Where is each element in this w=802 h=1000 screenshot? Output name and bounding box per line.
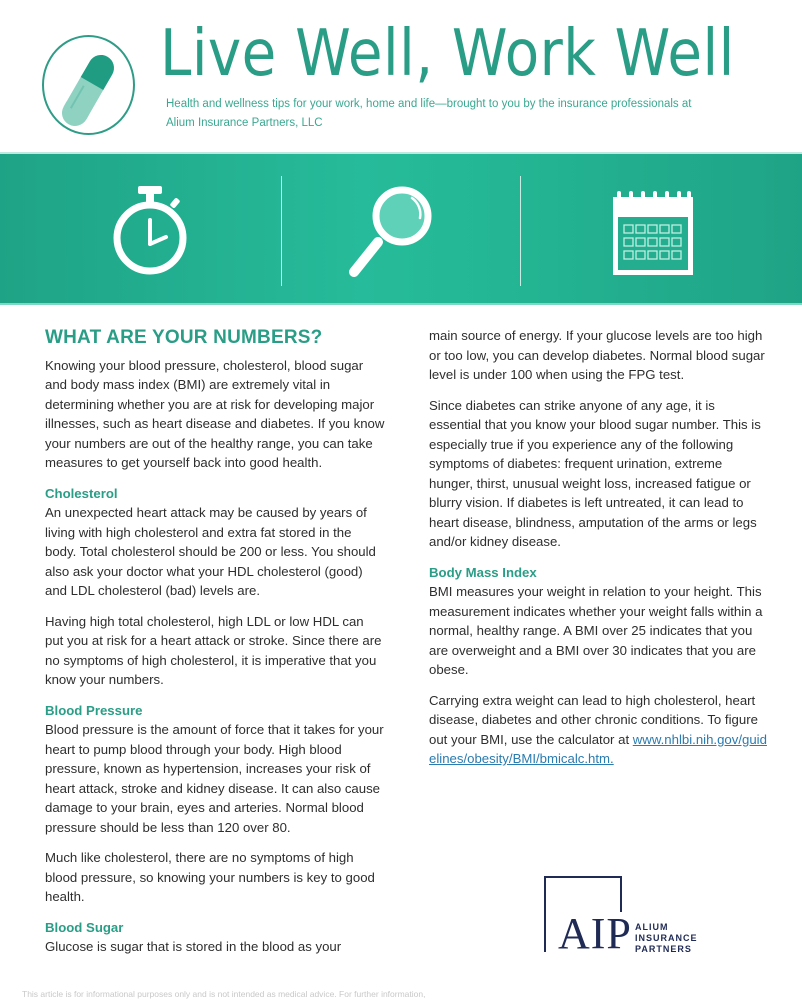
cholesterol-paragraph-1: An unexpected heart attack may be caused by years of living with high cholesterol and extra fat stored in the body. Total cholesterol should be 200 or less. You should also ask your doctor what your HDL cholesterol (good) and LDL cholesterol (bad) levels are.	[45, 505, 376, 598]
subtitle-line-1: Health and wellness tips for your work, home and life—brought to you by the insurance professionals at	[166, 98, 692, 110]
article-column-right	[429, 326, 769, 780]
section-heading-blood-sugar: Blood Sugar	[45, 919, 124, 935]
aip-word: PARTNERS	[635, 944, 692, 954]
section-heading-bmi: Body Mass Index	[429, 564, 537, 580]
blood-pressure-paragraph-2: Much like cholesterol, there are no symptoms of high blood pressure, so knowing your numbers is key to good health.	[45, 850, 375, 904]
cholesterol-paragraph-2: Having high total cholesterol, high LDL or low HDL can put you at risk for a heart attack or stroke. Since there are no symptoms of high cholesterol, it is imperative that you know your numbers.	[45, 613, 382, 687]
banner-divider	[281, 176, 282, 286]
blood-sugar-paragraph-1-start: Glucose is sugar that is stored in the blood as your	[45, 939, 342, 954]
page-title: Live Well, Work Well	[160, 17, 735, 91]
banner-divider	[520, 176, 521, 286]
subtitle	[166, 95, 766, 133]
article-heading: WHAT ARE YOUR NUMBERS?	[45, 327, 323, 348]
blood-pressure-paragraph-1: Blood pressure is the amount of force that it takes for your heart to pump blood through your body. High blood pressure, known as hypertension, increases your risk of heart attack, stroke and kidney disease. It can also cause damage to your brain, eyes and arteries. Normal blood pressure should be less than 120 over 80.	[45, 722, 384, 835]
aip-logo-letters: AIP	[558, 909, 632, 958]
section-heading-blood-pressure: Blood Pressure	[45, 702, 143, 718]
icon-banner	[0, 152, 802, 305]
aip-word: INSURANCE	[635, 933, 698, 943]
footer-disclaimer: This article is for informational purposes only and is not intended as medical advice. For further information,	[22, 989, 426, 999]
bmi-paragraph-2	[429, 691, 769, 769]
aip-word: ALIUM	[635, 922, 669, 932]
stopwatch-icon	[108, 184, 192, 281]
section-heading-cholesterol: Cholesterol	[45, 485, 118, 501]
blood-sugar-paragraph-1-end: main source of energy. If your glucose levels are too high or too low, you can develop diabetes. Normal blood sugar level is under 100 when using the FPG test.	[429, 328, 765, 382]
bmi-paragraph-1: BMI measures your weight in relation to your height. This measurement indicates whether your weight falls within a normal, healthy range. A BMI over 25 indicates that you are overweight and a BMI over 30 indicates that you are obese.	[429, 584, 763, 677]
bmi-paragraph-2-text: Carrying extra weight can lead to high cholesterol, heart disease, diabetes and other chronic conditions. To figure out your BMI, use the calculator at	[429, 692, 758, 747]
magnifying-glass-icon	[344, 184, 444, 285]
intro-paragraph: Knowing your blood pressure, cholesterol, blood sugar and body mass index (BMI) are extremely vital in determining whether you are at risk for developing major illnesses, such as heart disease and diabetes. If you know your numbers are out of the healthy range, you can take measures to get yourself back into good health.	[45, 357, 385, 470]
header	[0, 0, 802, 150]
subtitle-line-2: Alium Insurance Partners, LLC	[166, 117, 323, 129]
aip-logo-wordmark	[635, 922, 698, 955]
calendar-icon	[612, 189, 696, 280]
aip-logo	[544, 876, 724, 956]
bmi-calculator-link[interactable]: www.nhlbi.nih.gov/guidelines/obesity/BMI/bmicalc.htm.	[429, 731, 767, 766]
article-column-left	[45, 320, 385, 968]
blood-sugar-paragraph-2: Since diabetes can strike anyone of any age, it is essential that you know your blood sugar number. This is especially true if you experience any of the following symptoms of diabetes: frequent urination, extreme hunger, thirst, unusual weight loss, increased fatigue or blurry vision. If diabetes is left untreated, it can lead to heart disease, blindness, amputation of the arms or legs and/or kidney disease.	[429, 397, 761, 549]
pill-capsule-icon	[42, 35, 135, 135]
